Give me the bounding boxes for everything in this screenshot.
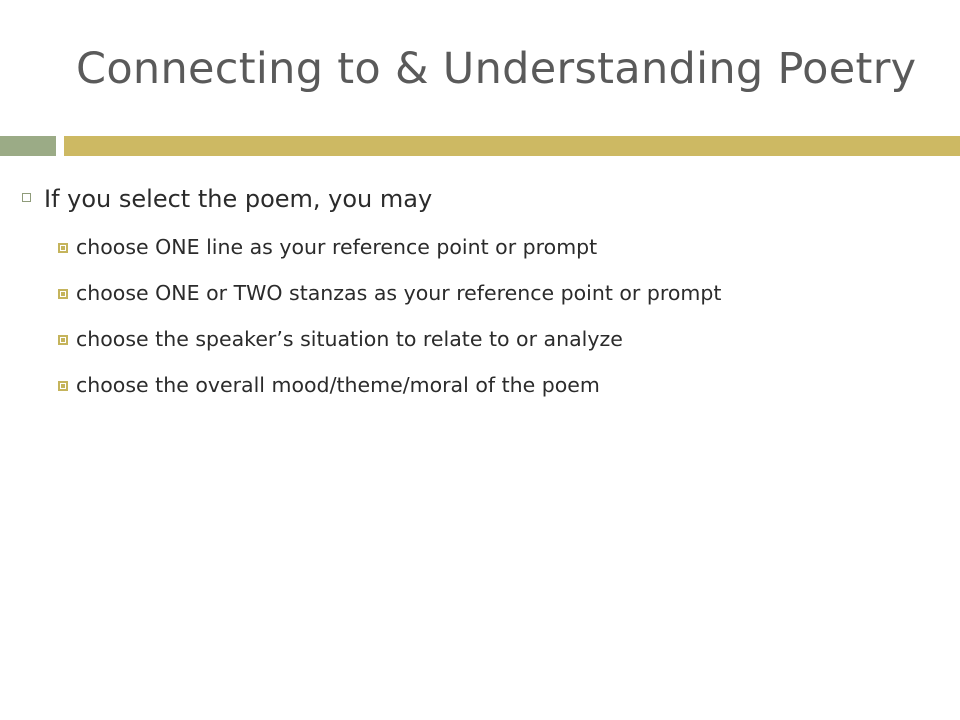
square-bullet-icon <box>58 243 68 253</box>
square-bullet-icon <box>58 381 68 391</box>
slide-content <box>18 182 918 416</box>
bullet-text: If you select the poem, you may <box>44 185 433 213</box>
hollow-square-bullet-icon <box>22 193 31 202</box>
sub-bullet-item <box>58 370 896 401</box>
sub-bullet-item <box>58 278 896 309</box>
sub-bullet-item <box>58 232 896 263</box>
bullet-item-main <box>18 182 918 216</box>
square-bullet-icon <box>58 289 68 299</box>
sub-bullet-text: choose the overall mood/theme/moral of the poem <box>76 373 600 397</box>
slide-title: Connecting to & Understanding Poetry <box>76 44 917 94</box>
accent-bar-left <box>0 136 56 156</box>
square-bullet-icon <box>58 335 68 345</box>
sub-bullet-item <box>58 324 896 355</box>
sub-bullet-text: choose ONE line as your reference point or prompt <box>76 235 598 259</box>
sub-bullet-text: choose the speaker’s situation to relate to or analyze <box>76 327 623 351</box>
sub-bullet-text: choose ONE or TWO stanzas as your reference point or prompt <box>76 281 722 305</box>
accent-bar-right <box>64 136 960 156</box>
